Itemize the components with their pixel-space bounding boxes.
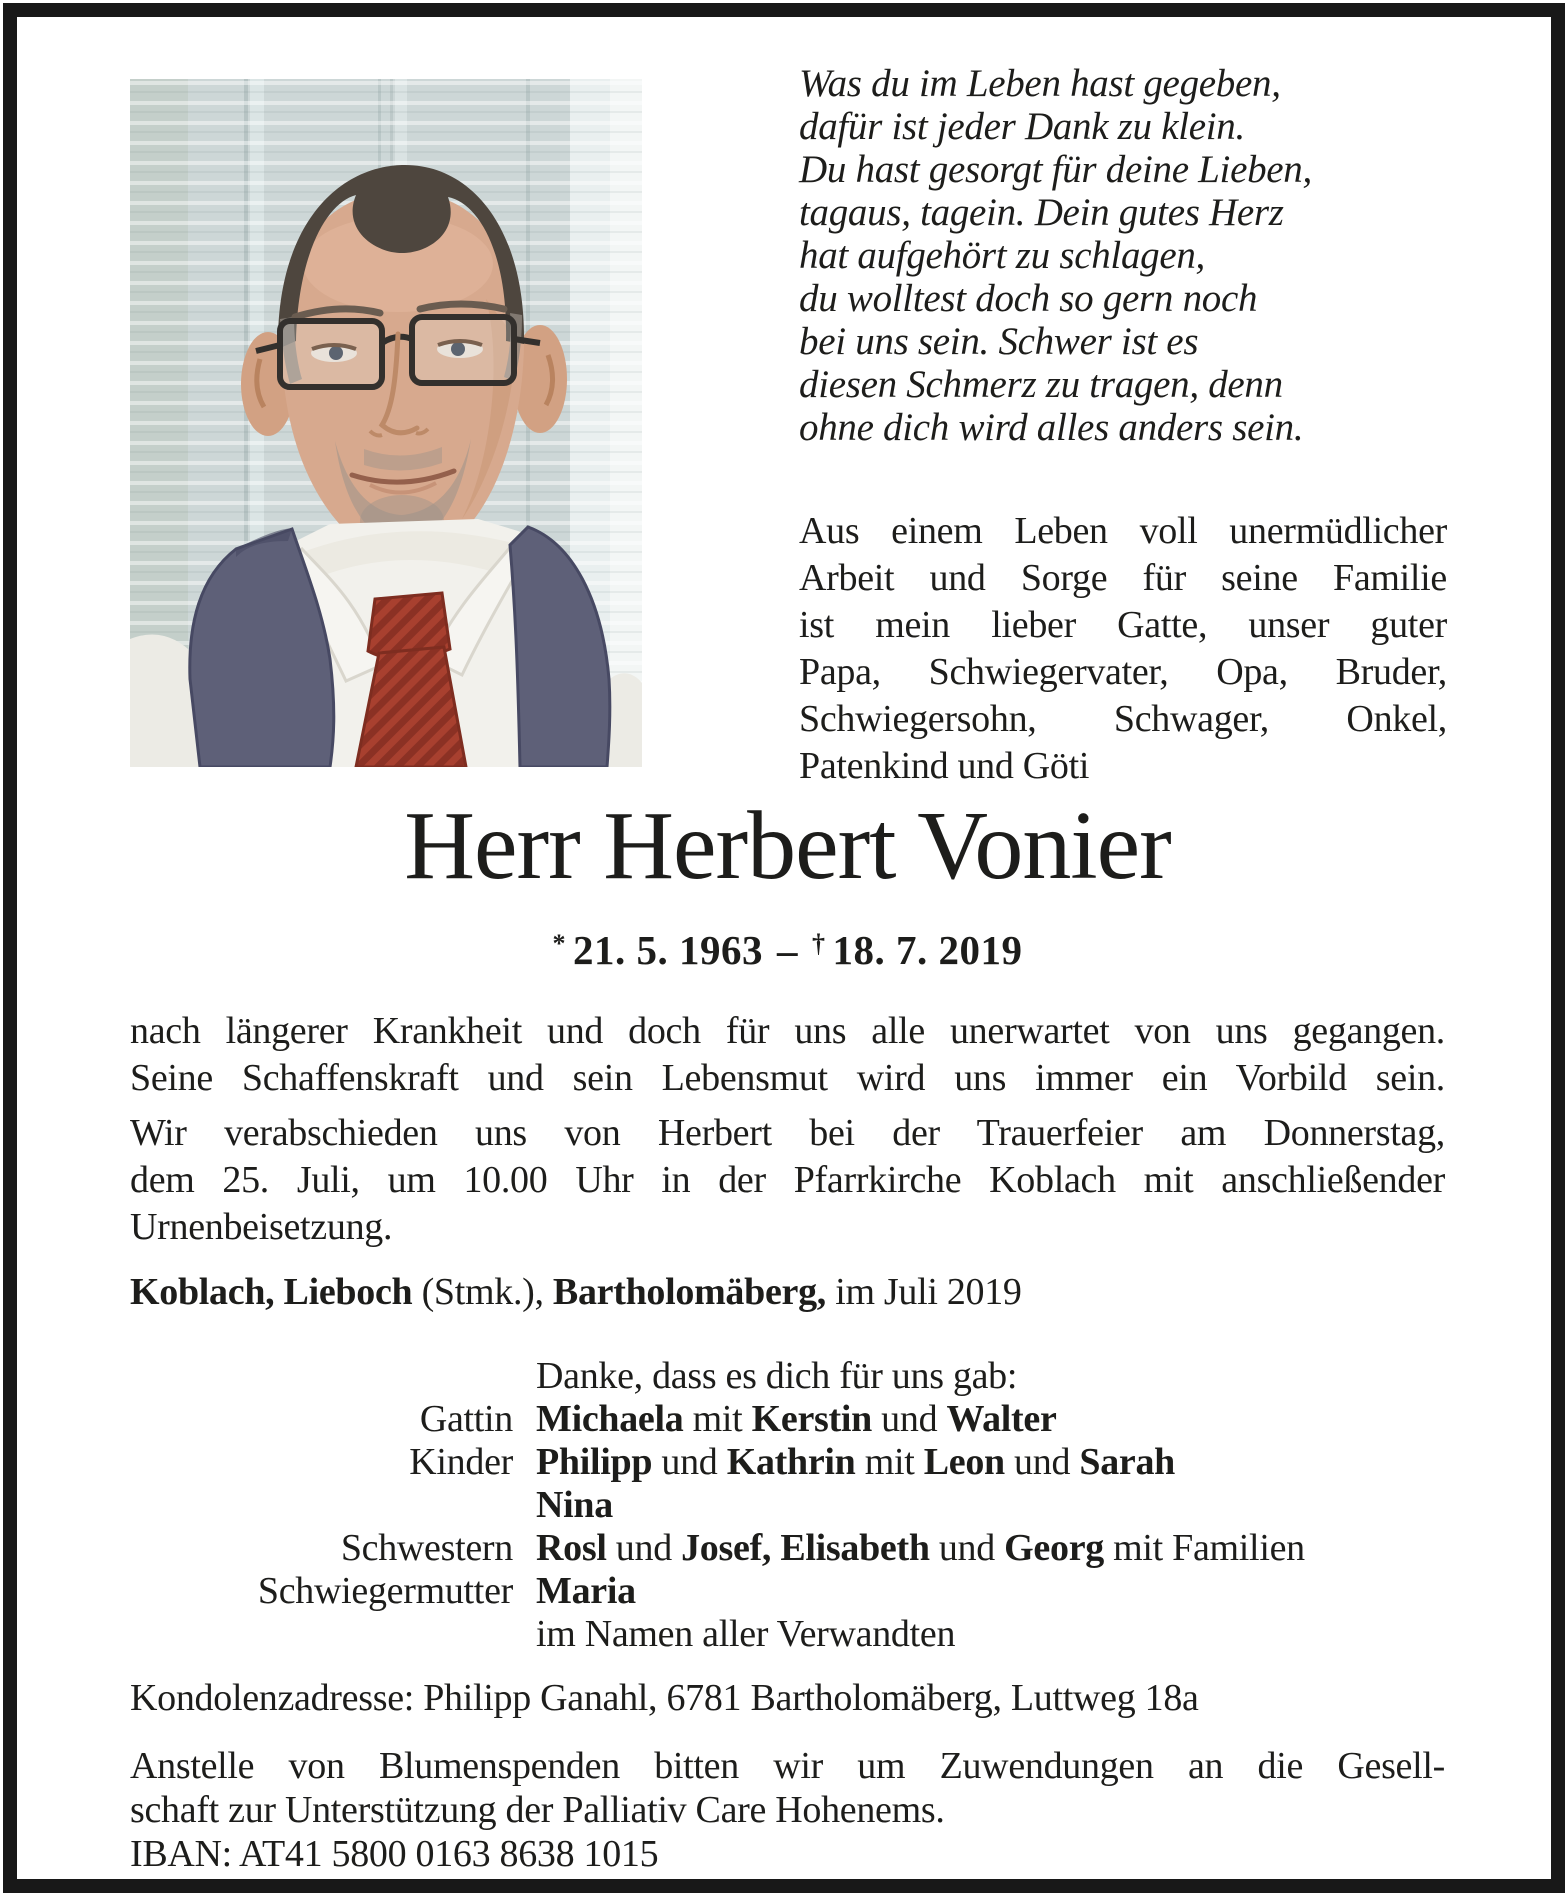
family-names: Nina	[536, 1484, 613, 1526]
death-cross-symbol: †	[812, 929, 826, 958]
family-row	[130, 1569, 1445, 1612]
poem-line: hat aufgehört zu schlagen,	[799, 234, 1206, 277]
paragraph-line: Wir verabschieden uns von Herbert bei der Trauerfeier am Donnerstag,	[130, 1112, 1445, 1154]
poem-line: Was du im Leben hast gegeben,	[799, 62, 1281, 105]
poem-line: du wolltest doch so gern noch	[799, 277, 1258, 320]
family-role-label: Schwiegermutter	[257, 1570, 513, 1612]
family-role-label: Kinder	[409, 1441, 513, 1483]
birth-date: 21. 5. 1963	[573, 927, 763, 973]
iban-line: IBAN: AT41 5800 0163 8638 1015	[130, 1833, 659, 1875]
family-names: Michaela mit Kerstin und Walter	[536, 1398, 1057, 1440]
intro-line: Schwiegersohn, Schwager, Onkel,	[799, 698, 1447, 740]
donation-paragraph	[130, 1744, 1445, 1876]
family-row	[130, 1354, 1445, 1397]
intro-line: ist mein lieber Gatte, unser guter	[799, 604, 1447, 646]
portrait-photo	[130, 79, 642, 767]
intro-line: Aus einem Leben voll unermüdlicher	[799, 510, 1447, 552]
life-dates	[130, 926, 1445, 974]
family-names: im Namen aller Verwandten	[536, 1613, 956, 1655]
right-sleeve	[606, 673, 642, 767]
condolence-address: Kondolenzadresse: Philipp Ganahl, 6781 Bartholomäberg, Luttweg 18a	[130, 1677, 1199, 1719]
poem-line: bei uns sein. Schwer ist es	[799, 320, 1199, 363]
family-names: Rosl und Josef, Elisabeth und Georg mit Familien	[536, 1527, 1305, 1569]
intro-line: Patenkind und Göti	[799, 745, 1090, 787]
paragraph-line: Urnenbeisetzung.	[130, 1206, 393, 1248]
family-row	[130, 1483, 1445, 1526]
family-row	[130, 1397, 1445, 1440]
memorial-poem	[799, 62, 1399, 449]
donation-line: Anstelle von Blumenspenden bitten wir um Zuwendungen an die Gesell-	[130, 1745, 1445, 1787]
paragraph-line: Seine Schaffenskraft und sein Lebensmut wird uns immer ein Vorbild sein.	[130, 1057, 1445, 1099]
poem-line: tagaus, tagein. Dein gutes Herz	[799, 191, 1284, 234]
family-names: Maria	[536, 1570, 636, 1612]
intro-paragraph	[799, 508, 1447, 790]
death-date: 18. 7. 2019	[832, 927, 1023, 973]
family-row	[130, 1440, 1445, 1483]
family-row	[130, 1526, 1445, 1569]
family-names: Philipp und Kathrin mit Leon und Sarah	[536, 1441, 1176, 1483]
intro-line: Arbeit und Sorge für seine Familie	[799, 557, 1447, 599]
farewell-paragraph	[130, 1008, 1445, 1102]
paragraph-line: nach längerer Krankheit und doch für uns alle unerwartet von uns gegangen.	[130, 1010, 1445, 1052]
family-role-label: Gattin	[419, 1398, 513, 1440]
poem-line: dafür ist jeder Dank zu klein.	[799, 105, 1245, 148]
poem-line: ohne dich wird alles anders sein.	[799, 406, 1304, 449]
family-names: Danke, dass es dich für uns gab:	[536, 1355, 1018, 1397]
portrait-illustration	[130, 79, 642, 767]
family-section	[130, 1354, 1445, 1655]
poem-line: Du hast gesorgt für deine Lieben,	[799, 148, 1312, 191]
dates-separator: –	[777, 927, 798, 973]
family-row	[130, 1612, 1445, 1655]
place-date-line: Koblach, Lieboch (Stmk.), Bartholomäberg, im Juli 2019	[130, 1271, 1022, 1313]
poem-line: diesen Schmerz zu tragen, denn	[799, 363, 1283, 406]
intro-line: Papa, Schwiegervater, Opa, Bruder,	[799, 651, 1447, 693]
paragraph-line: dem 25. Juli, um 10.00 Uhr in der Pfarrkirche Koblach mit anschließender	[130, 1159, 1445, 1201]
funeral-info-paragraph	[130, 1110, 1445, 1251]
birth-star-symbol: *	[552, 929, 566, 958]
family-role-label: Schwestern	[340, 1527, 513, 1569]
donation-line: schaft zur Unterstützung der Palliativ Care Hohenems.	[130, 1789, 945, 1831]
deceased-name: Herr Herbert Vonier	[404, 792, 1171, 900]
